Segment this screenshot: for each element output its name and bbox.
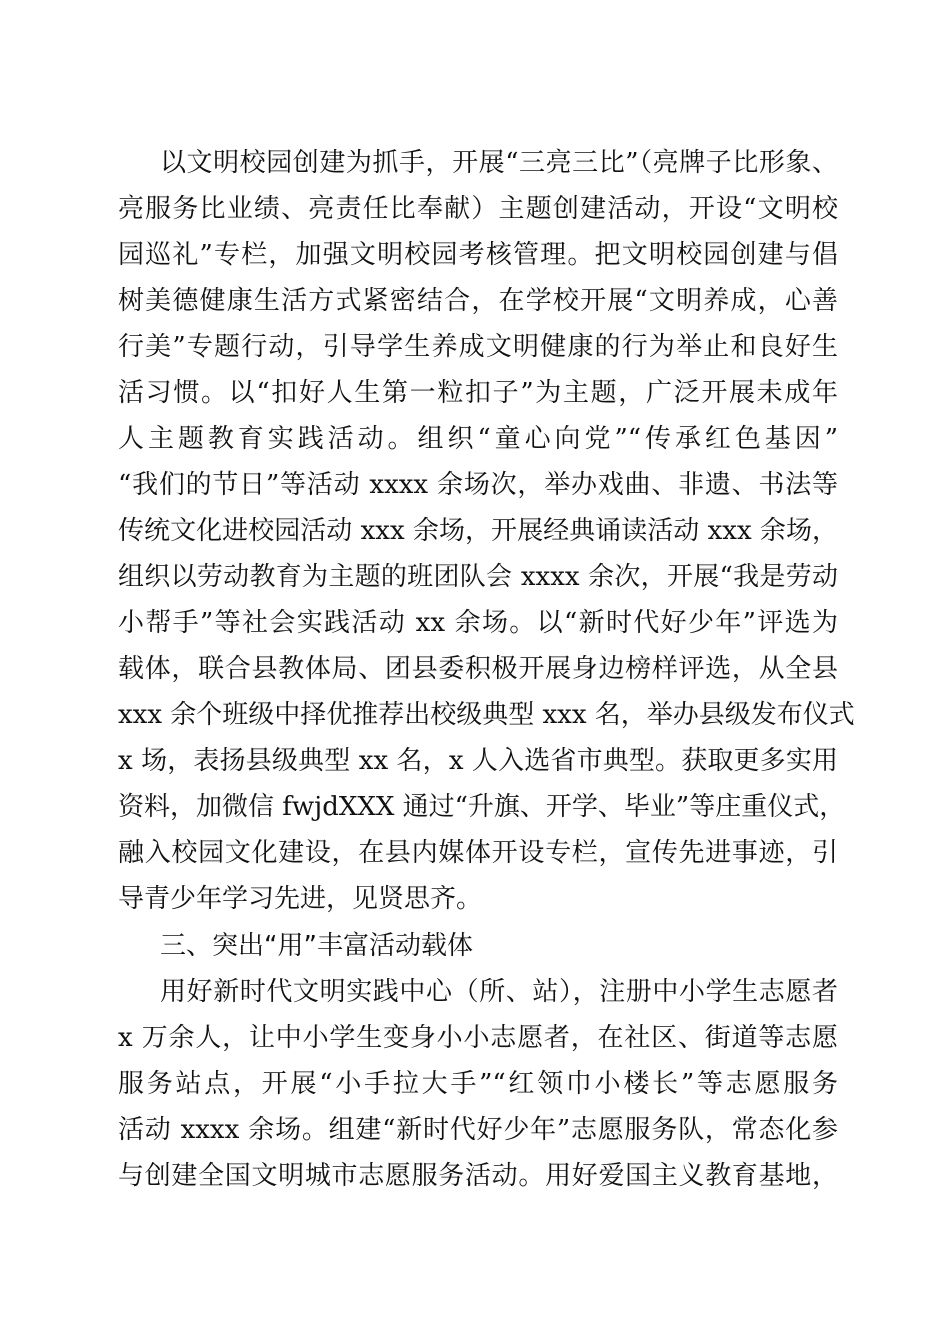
paragraph-line: 用好新时代文明实践中心（所、站），注册中小学生志愿者: [160, 977, 838, 1007]
paragraph-line: 行美”专题行动，引导学生养成文明健康的行为举止和良好生: [118, 332, 838, 362]
paragraph-line: 资料，加微信 fwjdXXX 通过“升旗、开学、毕业”等庄重仪式，: [118, 792, 846, 822]
paragraph-line: 人主题教育实践活动。组织“童心向党”“传承红色基因”: [118, 424, 838, 454]
paragraph-line: 活习惯。以“扣好人生第一粒扣子”为主题，广泛开展未成年: [118, 378, 838, 408]
paragraph-line: 活动 xxxx 余场。组建“新时代好少年”志愿服务队，常态化参: [118, 1115, 838, 1145]
paragraph-line: 服务站点，开展“小手拉大手”“红领巾小楼长”等志愿服务: [118, 1069, 838, 1099]
paragraph-line: 树美德健康生活方式紧密结合，在学校开展“文明养成，心善: [118, 286, 838, 316]
paragraph-line: 传统文化进校园活动 xxx 余场，开展经典诵读活动 xxx 余场，: [118, 516, 838, 546]
paragraph-line: 融入校园文化建设，在县内媒体开设专栏，宣传先进事迹，引: [118, 838, 838, 868]
paragraph-line: 以文明校园创建为抓手，开展“三亮三比”（亮牌子比形象、: [160, 148, 838, 178]
paragraph-line: 园巡礼”专栏，加强文明校园考核管理。把文明校园创建与倡: [118, 240, 838, 270]
paragraph-line: 小帮手”等社会实践活动 xx 余场。以“新时代好少年”评选为: [118, 608, 838, 638]
paragraph-line: x 万余人，让中小学生变身小小志愿者，在社区、街道等志愿: [118, 1023, 838, 1053]
paragraph-line: xxx 余个班级中择优推荐出校级典型 xxx 名，举办县级发布仪式: [118, 700, 855, 730]
paragraph-line: “我们的节日”等活动 xxxx 余场次，举办戏曲、非遗、书法等: [118, 470, 838, 500]
paragraph-line: 组织以劳动教育为主题的班团队会 xxxx 余次，开展“我是劳动: [118, 562, 838, 592]
paragraph-line: 亮服务比业绩、亮责任比奉献）主题创建活动，开设“文明校: [118, 194, 838, 224]
paragraph-line: 与创建全国文明城市志愿服务活动。用好爱国主义教育基地，: [118, 1161, 838, 1191]
paragraph-line: 载体，联合县教体局、团县委积极开展身边榜样评选，从全县: [118, 654, 838, 684]
paragraph-line: 导青少年学习先进，见贤思齐。: [118, 884, 483, 914]
paragraph-line: x 场，表扬县级典型 xx 名，x 人入选省市典型。获取更多实用: [118, 746, 838, 776]
section-heading: 三、突出“用”丰富活动载体: [160, 931, 473, 961]
